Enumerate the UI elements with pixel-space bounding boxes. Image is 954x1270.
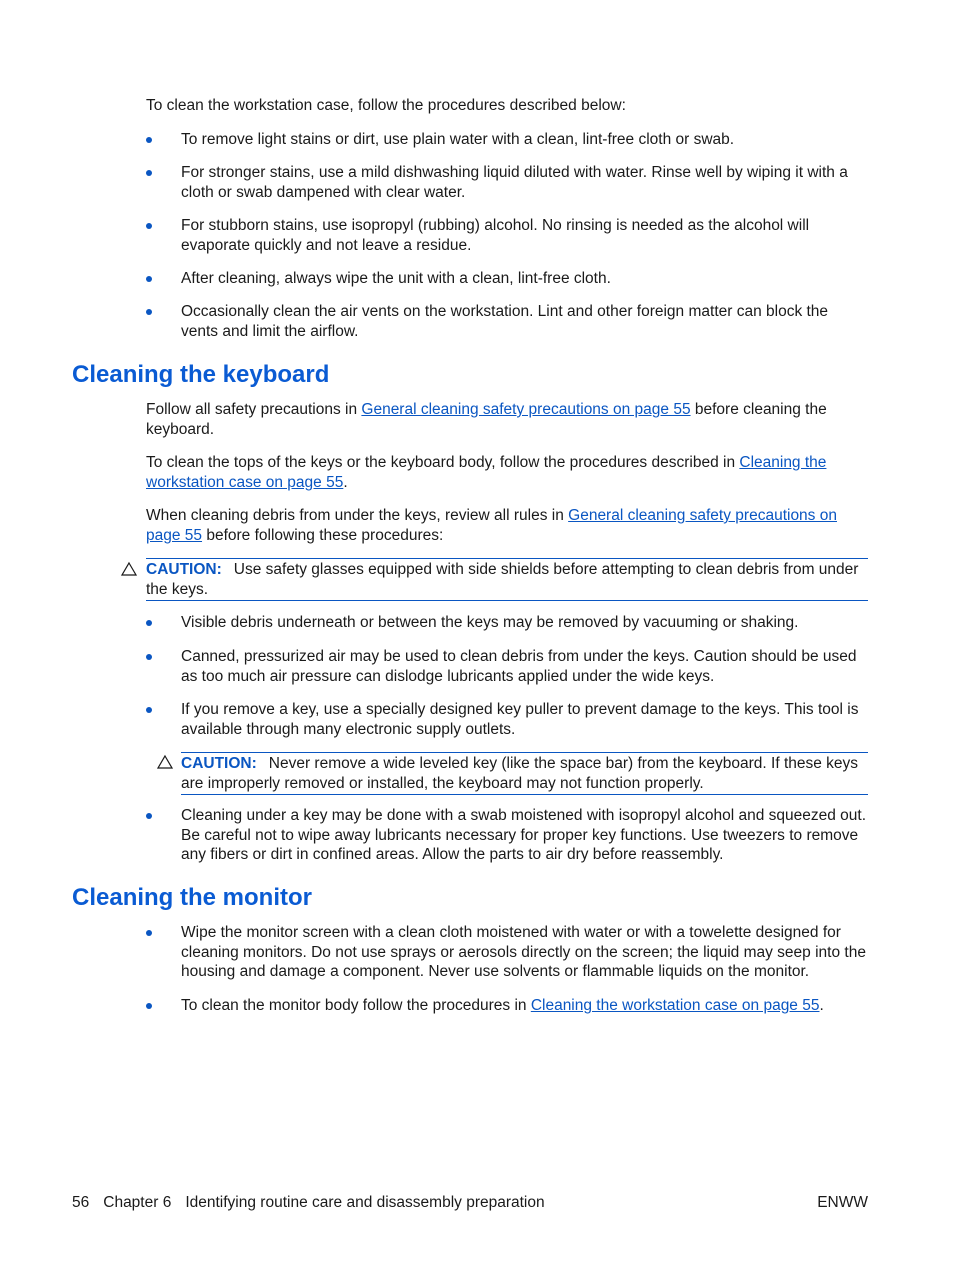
list-item: To remove light stains or dirt, use plain water with a clean, lint-free cloth or swab. [146,130,868,150]
caution-triangle-icon [121,561,137,577]
page-footer [72,1193,868,1213]
section-heading-monitor: Cleaning the monitor [72,884,312,911]
list-item: If you remove a key, use a specially designed key puller to prevent damage to the keys. This tool is available through many electronic supply outlets. [146,700,868,739]
section-heading-keyboard: Cleaning the keyboard [72,361,330,388]
bullet-icon [146,276,152,282]
list-item: After cleaning, always wipe the unit with a clean, lint-free cloth. [146,269,868,289]
bullet-icon [146,137,152,143]
list-item: Wipe the monitor screen with a clean cloth moistened with water or with a towelette designed for cleaning monitors. Do not use sprays or aerosols directly on the screen; the liquid may seep into the housing and damage a component. Never use solvents or flammable liquids on the monitor. [146,923,868,982]
link-cleaning-workstation-case[interactable]: Cleaning the workstation case on page 55 [146,454,827,491]
bullet-icon [146,654,152,660]
caution-text: Never remove a wide leveled key (like the space bar) from the keyboard. If these keys are improperly removed or installed, the keyboard may not function properly. [181,755,859,792]
keyboard-paragraph-2: To clean the tops of the keys or the keyboard body, follow the procedures described in Cleaning the workstation case on page 55. [146,454,827,491]
bullet-icon [146,223,152,229]
chapter-title: Identifying routine care and disassembly preparation [185,1194,545,1211]
bullet-icon [146,1003,152,1009]
list-item: Occasionally clean the air vents on the workstation. Lint and other foreign matter can block the vents and limit the airflow. [146,302,868,341]
list-item: Visible debris underneath or between the keys may be removed by vacuuming or shaking. [146,613,868,633]
caution-text: Use safety glasses equipped with side shields before attempting to clean debris from under the keys. [146,561,859,598]
bullet-icon [146,170,152,176]
list-item: For stubborn stains, use isopropyl (rubbing) alcohol. No rinsing is needed as the alcohol will evaporate quickly and not leave a residue. [146,216,868,255]
list-item: Cleaning under a key may be done with a swab moistened with isopropyl alcohol and squeezed out. Be careful not to wipe away lubricants necessary for proper key functions. Use tweezers to remove any fibers or dirt in confined areas. Allow the parts to air dry before reassembly. [146,806,868,865]
keyboard-paragraph-3: When cleaning debris from under the keys, review all rules in General cleaning safety precautions on page 55 before following these procedures: [146,507,837,544]
caution-label: CAUTION: [146,561,222,578]
caution-label: CAUTION: [181,755,257,772]
bullet-icon [146,309,152,315]
bullet-icon [146,813,152,819]
list-item: To clean the monitor body follow the procedures in Cleaning the workstation case on page 55. [146,996,868,1016]
caution-triangle-icon [157,754,173,770]
footer-enww: ENWW [817,1194,868,1211]
bullet-icon [146,707,152,713]
caution-box [181,752,868,795]
chapter-label: Chapter 6 [103,1194,172,1211]
list-item: For stronger stains, use a mild dishwashing liquid diluted with water. Rinse well by wiping it with a cloth or swab dampened with clear water. [146,163,868,202]
link-general-cleaning-precautions[interactable]: General cleaning safety precautions on page 55 [361,401,691,418]
list-item: Canned, pressurized air may be used to clean debris from under the keys. Caution should be used as too much air pressure can dislodge lubricants applied under the wide keys. [146,647,868,686]
link-cleaning-workstation-case[interactable]: Cleaning the workstation case on page 55 [530,997,820,1014]
link-general-cleaning-precautions[interactable]: General cleaning safety precautions on page 55 [146,507,837,544]
bullet-icon [146,620,152,626]
keyboard-paragraph-1: Follow all safety precautions in General cleaning safety precautions on page 55 before cleaning the keyboard. [146,401,827,438]
intro-paragraph: To clean the workstation case, follow the procedures described below: [146,97,626,114]
bullet-icon [146,930,152,936]
caution-box [146,558,868,601]
page-number: 56 [72,1194,90,1211]
